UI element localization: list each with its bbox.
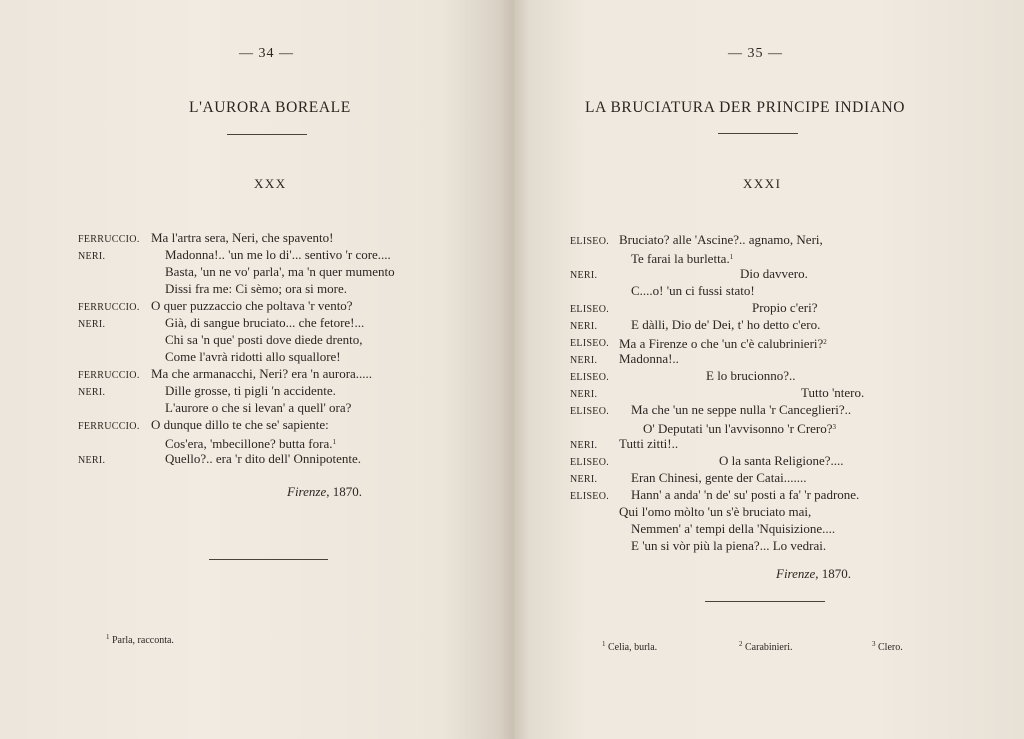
footnote-mark: 2 <box>739 640 743 648</box>
footnote-mark: 1 <box>602 640 606 648</box>
signature-year: , 1870. <box>815 566 851 581</box>
verse-line: O quer puzzaccio che poltava 'r vento? <box>151 298 353 313</box>
verse-line: Madonna!.. 'un me lo di'... sentivo 'r core.... <box>165 247 391 262</box>
verse-line: Dille grosse, ti pigli 'n accidente. <box>165 383 336 398</box>
verse-line: Dissi fra me: Ci sèmo; ora si more. <box>165 281 347 296</box>
speaker-label: ELISEO. <box>570 338 610 349</box>
verse-line: Basta, 'un ne vo' parla', ma 'n quer mumento <box>165 264 395 279</box>
speaker-label: NERI. <box>570 321 598 332</box>
footnote-mark: 3 <box>872 640 876 648</box>
verse-text: Ma a Firenze o che 'un c'è calubrinieri? <box>619 336 824 351</box>
footnote <box>739 640 792 653</box>
verse-line: Dio davvero. <box>740 266 808 281</box>
speaker-label: FERRUCCIO. <box>78 234 140 245</box>
footnote-text: Parla, racconta. <box>112 635 174 646</box>
footnote <box>872 640 903 653</box>
verse-line: E 'un si vòr più la piena?... Lo vedrai. <box>631 538 827 553</box>
verse-line: Propio c'eri? <box>752 300 818 315</box>
signature-place: Firenze <box>776 566 816 581</box>
speaker-label: ELISEO. <box>570 236 610 247</box>
signature-place: Firenze <box>287 484 327 499</box>
section-number: XXX <box>254 176 287 191</box>
verse-line: O dunque dillo te che se' sapiente: <box>151 417 329 432</box>
verse-line: E dàlli, Dio de' Dei, t' ho detto c'ero. <box>631 317 821 332</box>
title-rule <box>227 134 307 135</box>
poem-title: L'AURORA BOREALE <box>189 99 351 116</box>
signature-year: , 1870. <box>326 484 362 499</box>
footnote-ref: 1 <box>332 438 336 446</box>
speaker-label: NERI. <box>78 455 106 466</box>
verse-text: O' Deputati 'un l'avvisonno 'r Crero? <box>643 421 833 436</box>
footnote-text: Carabinieri. <box>745 642 793 653</box>
page-number: — 34 — <box>239 46 294 61</box>
speaker-label: NERI. <box>570 474 598 485</box>
speaker-label: NERI. <box>78 319 106 330</box>
verse-text: Te farai la burletta. <box>631 251 730 266</box>
footnote-text: Celia, burla. <box>608 642 658 653</box>
verse-line: Madonna!.. <box>619 351 679 366</box>
footnote-mark: 1 <box>106 633 110 641</box>
verse-line: C....o! 'un ci fussi stato! <box>631 283 755 298</box>
speaker-label: NERI. <box>570 355 598 366</box>
speaker-label: NERI. <box>570 270 598 281</box>
poem-title: LA BRUCIATURA DER PRINCIPE INDIANO <box>585 99 906 116</box>
verse-text: Cos'era, 'mbecillone? butta fora. <box>165 436 333 451</box>
verse-line: Bruciato? alle 'Ascine?.. agnamo, Neri, <box>619 232 823 247</box>
speaker-label: ELISEO. <box>570 304 610 315</box>
verse-line: Hann' a anda' 'n de' su' posti a fa' 'r padrone. <box>631 487 860 502</box>
right-page <box>514 0 1024 739</box>
verse-line: Nemmen' a' tempi della 'Nquisizione.... <box>631 521 836 536</box>
speaker-label: NERI. <box>570 389 598 400</box>
speaker-label: NERI. <box>570 440 598 451</box>
footnote-ref: 1 <box>729 253 734 261</box>
title-rule <box>718 133 798 134</box>
verse-line: L'aurore o che si levan' a quell' ora? <box>165 400 352 415</box>
speaker-label: ELISEO. <box>570 457 610 468</box>
verse-line: E lo brucionno?.. <box>706 368 796 383</box>
verse-line: Tutti zitti!.. <box>619 436 679 451</box>
end-rule <box>705 601 825 602</box>
verse-line: Ma che armanacchi, Neri? era 'n aurora..... <box>151 366 373 381</box>
speaker-label: NERI. <box>78 251 106 262</box>
section-number: XXXI <box>743 176 782 191</box>
verse-line: Quello?.. era 'r dito dell' Onnipotente. <box>165 451 362 466</box>
footnote <box>106 633 174 646</box>
signature <box>287 484 362 500</box>
speaker-label: FERRUCCIO. <box>78 421 140 432</box>
speaker-label: FERRUCCIO. <box>78 370 140 381</box>
verse-line: Chi sa 'n que' posti dove diede drento, <box>165 332 363 347</box>
footnote-ref: 3 <box>832 423 837 431</box>
verse-line: Eran Chinesi, gente der Catai....... <box>631 470 807 485</box>
speaker-label: FERRUCCIO. <box>78 302 140 313</box>
verse-line: Già, di sangue bruciato... che fetore!... <box>165 315 365 330</box>
speaker-label: ELISEO. <box>570 406 610 417</box>
footnote <box>602 640 657 653</box>
speaker-label: NERI. <box>78 387 106 398</box>
verse-line <box>643 419 836 437</box>
speaker-label: ELISEO. <box>570 491 610 502</box>
verse-line <box>619 334 827 352</box>
verse-line <box>165 434 336 452</box>
verse-line: Qui l'omo mòlto 'un s'è bruciato mai, <box>619 504 812 519</box>
footnote-text: Clero. <box>878 642 903 653</box>
verse-line <box>631 249 733 267</box>
verse-line: Tutto 'ntero. <box>801 385 865 400</box>
signature <box>776 566 851 582</box>
footnote-ref: 2 <box>823 338 827 346</box>
verse-line: Ma che 'un ne seppe nulla 'r Canceglieri?.. <box>631 402 852 417</box>
end-rule <box>209 559 328 560</box>
verse-line: Come l'avrà ridotti allo squallore! <box>165 349 341 364</box>
verse-line: Ma l'artra sera, Neri, che spavento! <box>151 230 334 245</box>
page-number: — 35 — <box>728 46 783 61</box>
verse-line: O la santa Religione?.... <box>719 453 844 468</box>
speaker-label: ELISEO. <box>570 372 610 383</box>
